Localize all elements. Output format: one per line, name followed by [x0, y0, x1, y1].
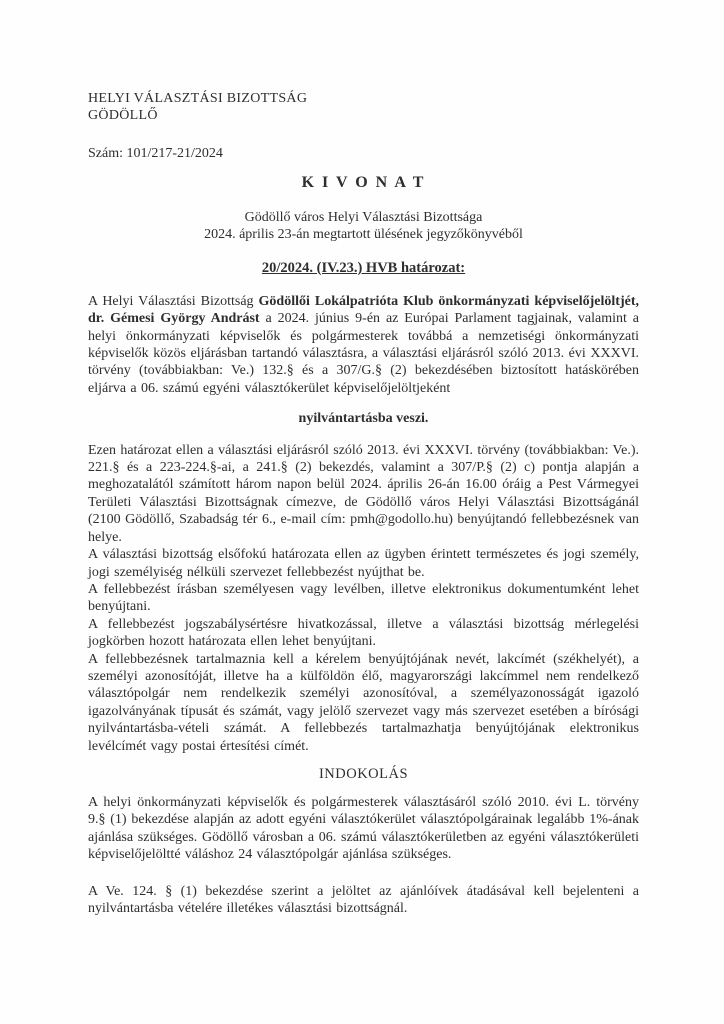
appeal-section	[88, 442, 639, 755]
reasoning-paragraph-registration-rule: A Ve. 124. § (1) bekezdése szerint a jelöltet az ajánlóívek átadásával kell bejelenteni a nyilvántartásba vételére illetékes választási bizottságnál.	[88, 883, 639, 916]
appeal-paragraph-grounds: A fellebbezést jogszabálysértésre hivatkozással, illetve a választási bizottság mérlegelési jogkörben hozott határozata ellen lehet benyújtani.	[88, 616, 639, 650]
issuer-city: GÖDÖLLŐ	[88, 108, 158, 123]
appeal-paragraph-deadline: Ezen határozat ellen a választási eljárásról szóló 2013. évi XXXVI. törvény (továbbiakban: Ve.). 221.§ és a 223-224.§-ai, a 241.§ (2) bekezdés, valamint a 307/P.§ (2) c) pontja alapján a meghozatalától számított három napon belül 2024. április 26-án 16.00 óráig a Pest Vármegyei Területi Választási Bizottságnak címezve, de Gödöllő város Helyi Választási Bizottságánál (2100 Gödöllő, Szabadság tér 6., e-mail cím: pmh@godollo.hu) benyújtandó fellebbezésnek van helye.	[88, 442, 639, 545]
case-number: Szám: 101/217-21/2024	[88, 146, 223, 161]
appeal-paragraph-required-content: A fellebbezésnek tartalmaznia kell a kérelem benyújtójának nevét, lakcímét (székhelyét), a személyi azonosítóját, illetve ha a külföldön élő, magyarországi lakcímmel nem rendelkező választópolgár nem rendelkezik személyi azonosítóval, a személyazonosságát igazoló igazolványának típusát és számát, vagy jelölő szervezet vagy más szervezet esetében a bírósági nyilvántartásba-vételi számát. A fellebbezés tartalmazhatja benyújtójának elektronikus levélcímét vagy postai értesítési címét.	[88, 651, 639, 754]
operative-paragraph: A Helyi Választási Bizottság Gödöllői Lokálpatrióta Klub önkormányzati képviselőjelöltjét, dr. Gémesi György Andrást a 2024. június 9-én az Európai Parlament tagjainak, valamint a helyi önkormányzati képviselők és polgármesterek továbbá a nemzetiségi önkormányzati képviselők közös eljárásban tartandó választásra, a választási eljárásról szóló 2013. évi XXXVI. törvény (továbbiakban: Ve.) 132.§ és a 307/G.§ (2) bekezdésében biztosított hatáskörében eljárva a 06. számú egyéni választókerület képviselőjelöltjeként	[88, 293, 639, 396]
document-title: K I V O N A T	[301, 174, 426, 191]
decision-number-heading: 20/2024. (IV.23.) HVB határozat:	[261, 259, 466, 276]
issuer-block	[88, 90, 639, 124]
meeting-subtitle	[88, 209, 639, 244]
subtitle-committee: Gödöllő város Helyi Választási Bizottsága	[244, 210, 483, 225]
appeal-paragraph-who-may-appeal: A választási bizottság elsőfokú határozata ellen az ügyben érintett természetes és jogi személy, jogi személyiség nélküli szervezet fellebbezést nyújthat be.	[88, 547, 639, 580]
reasoning-heading: INDOKOLÁS	[318, 765, 409, 782]
operative-clause: nyilvántartásba veszi.	[298, 411, 429, 427]
subtitle-meeting-date: 2024. április 23-án megtartott ülésének jegyzőkönyvéből	[204, 227, 523, 243]
document-content	[88, 90, 639, 917]
reasoning-paragraph-recommendations: A helyi önkormányzati képviselők és polgármesterek választásáról szóló 2010. évi L. törvény 9.§ (1) bekezdése alapján az adott egyéni választókerület választópolgárainak legalább 1%-ának ajánlása szükséges. Gödöllő városban a 06. számú választókerületben az egyéni választókerületi képviselőjelöltté váláshoz 24 választópolgár ajánlása szükséges.	[88, 794, 639, 863]
issuer-name: HELYI VÁLASZTÁSI BIZOTTSÁG	[88, 91, 308, 106]
appeal-paragraph-submission-form: A fellebbezést írásban személyesen vagy levélben, illetve elektronikus dokumentumként lehet benyújtani.	[88, 581, 639, 615]
